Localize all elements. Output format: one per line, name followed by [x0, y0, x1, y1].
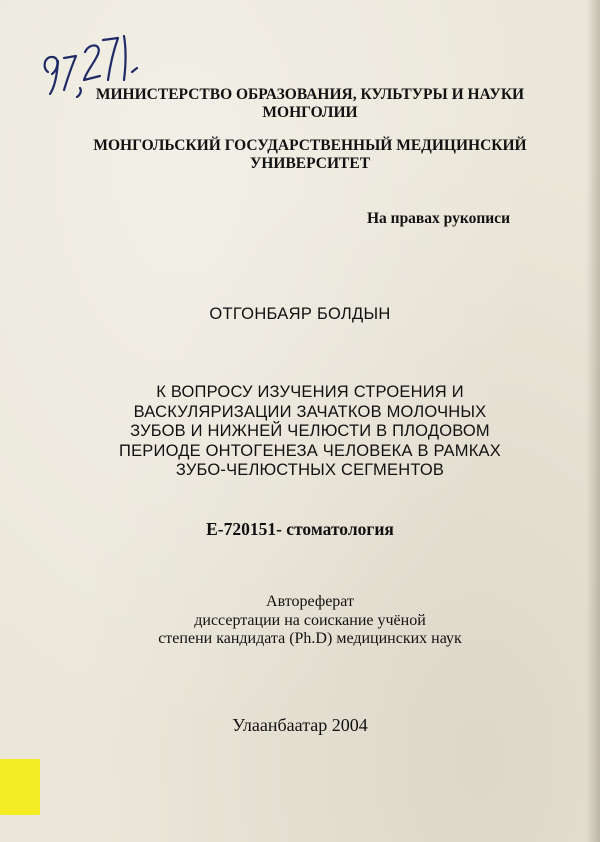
ministry-heading: [60, 86, 560, 122]
abstract-line: диссертации на соискание учёной: [194, 611, 426, 629]
manuscript-note: На правах рукописи: [366, 210, 510, 227]
title-line: К ВОПРОСУ ИЗУЧЕНИЯ СТРОЕНИЯ И: [156, 383, 464, 401]
author-name: ОТГОНБАЯР БОЛДЫН: [209, 305, 391, 323]
title-line: ВАСКУЛЯРИЗАЦИИ ЗАЧАТКОВ МОЛОЧНЫХ: [133, 402, 487, 421]
specialty-code: Е-720151- стоматология: [206, 519, 394, 539]
title-line: ЗУБОВ И НИЖНЕЙ ЧЕЛЮСТИ В ПЛОДОВОМ: [130, 422, 490, 440]
title-line: ЗУБО-ЧЕЛЮСТНЫХ СЕГМЕНТОВ: [175, 461, 445, 479]
university-heading: [60, 137, 560, 173]
university-line-2: УНИВЕРСИТЕТ: [249, 155, 371, 172]
ministry-line-2: МОНГОЛИИ: [262, 104, 358, 121]
abstract-line: Автореферат: [266, 593, 354, 610]
university-line-1: МОНГОЛЬСКИЙ ГОСУДАРСТВЕННЫЙ МЕДИЦИНСКИЙ: [93, 137, 527, 154]
ministry-line-1: МИНИСТЕРСТВО ОБРАЗОВАНИЯ, КУЛЬТУРЫ И НАУКИ: [95, 86, 525, 103]
dissertation-title: [60, 383, 560, 481]
city-year: Улаанбаатар 2004: [232, 715, 368, 735]
abstract-line: степени кандидата (Ph.D) медицинских наук: [158, 630, 462, 647]
abstract-description: [60, 593, 560, 649]
yellow-sticker: [0, 759, 40, 815]
title-line: ПЕРИОДЕ ОНТОГЕНЕЗА ЧЕЛОВЕКА В РАМКАХ: [119, 441, 501, 460]
page-edge-shadow: [586, 0, 600, 842]
